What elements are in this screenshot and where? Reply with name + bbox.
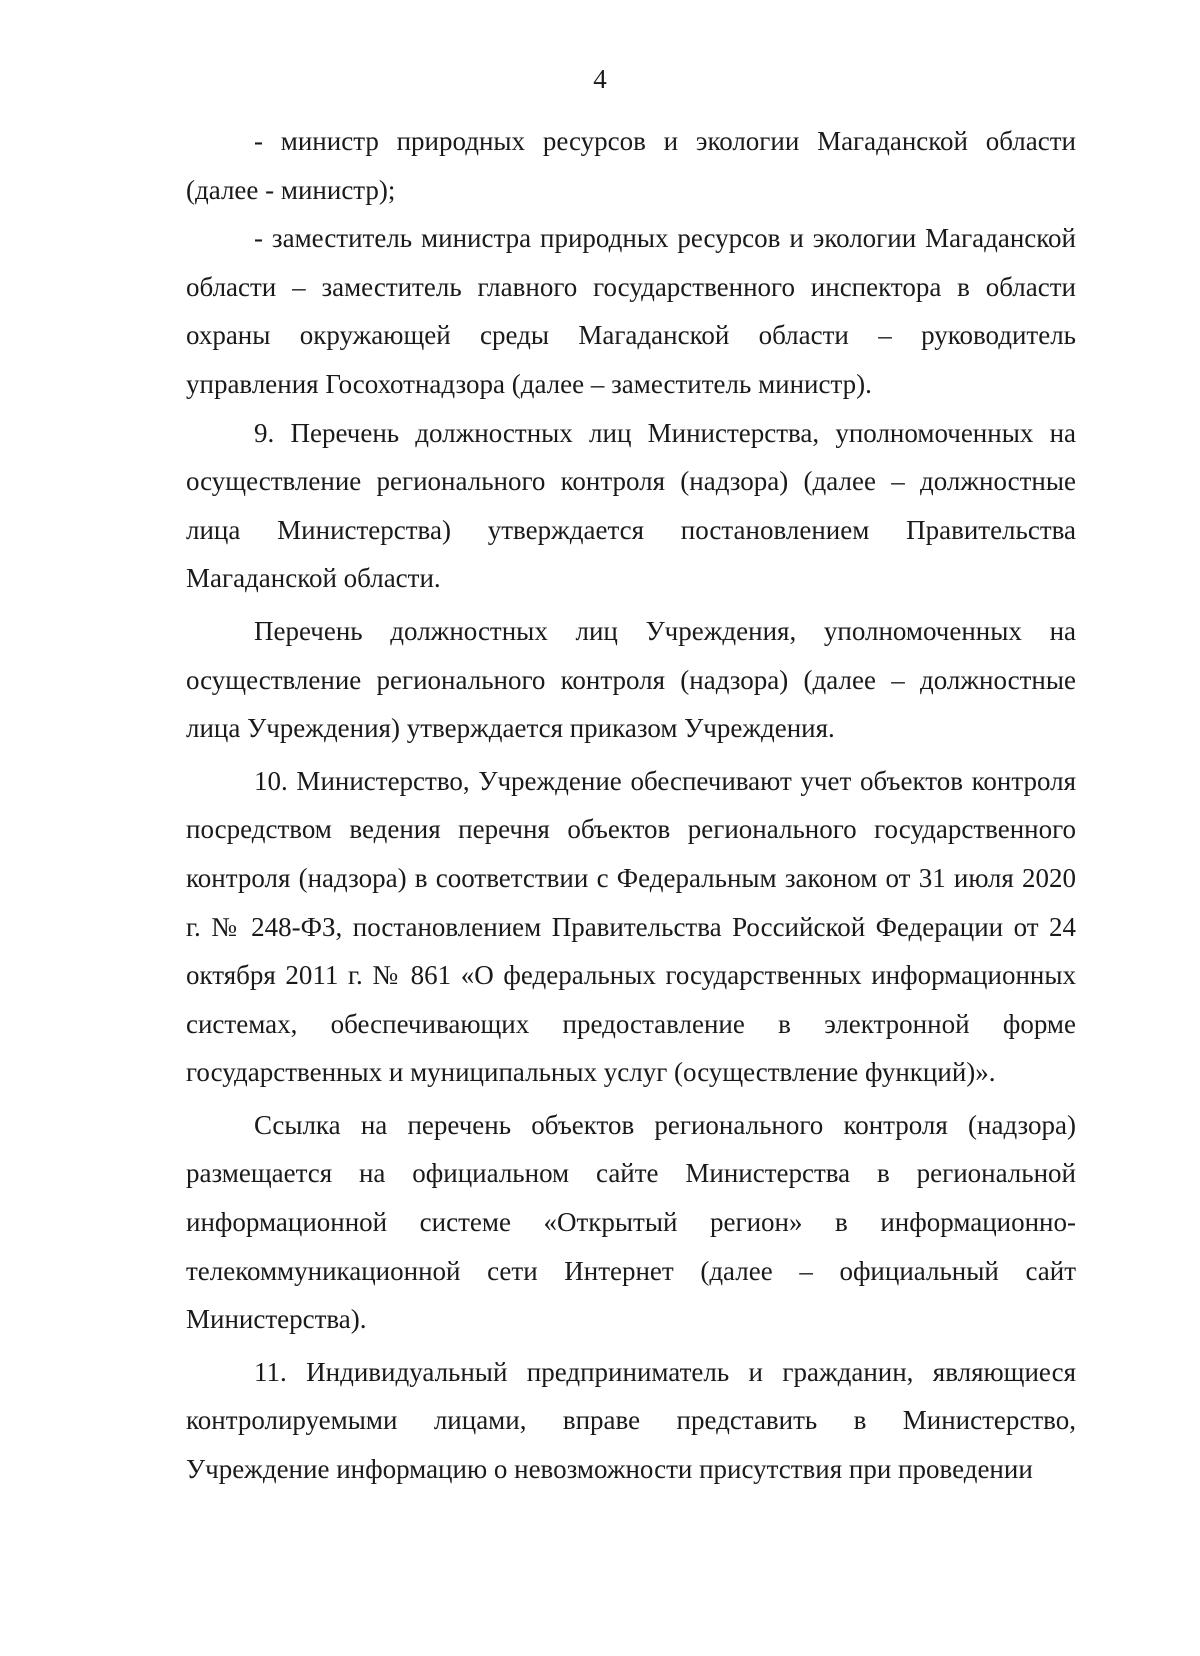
paragraph-item-9: 9. Перечень должностных лиц Министерства, уполномоченных на осуществление регионального контроля (надзора) (далее – должностные лица Министерства) утверждается постановлением Правительства Магаданской области. [186, 417, 1076, 594]
paragraph-institution-officials: Перечень должностных лиц Учреждения, уполномоченных на осуществление регионального контроля (надзора) (далее – должностные лица Учреждения) утверждается приказом Учреждения. [186, 615, 1076, 744]
page-number: 4 [593, 64, 607, 94]
paragraph-deputy-minister: - заместитель министра природных ресурсов и экологии Магаданской области – заместитель главного государственного инспектора в области охраны окружающей среды Магаданской области – руководитель управления Госохотнадзора (далее – заместитель министр). [186, 223, 1076, 399]
paragraph-objects-list-link: Ссылка на перечень объектов регионального контроля (надзора) размещается на официальном сайте Министерства в региональной информационной системе «Открытый регион» в информационно-телекоммуникационной сети Интернет (далее – официальный сайт Министерства). [186, 1109, 1076, 1335]
paragraph-item-10: 10. Министерство, Учреждение обеспечивают учет объектов контроля посредством ведения перечня объектов регионального государственного контроля (надзора) в соответствии с Федеральным законом от 31 июля 2020 г. № 248-ФЗ, постановлением Правительства Российской Федерации от 24 октября 2011 г. № 861 «О федеральных государственных информационных системах, обеспечивающих предоставление в электронной форме государственных и муниципальных услуг (осуществление функций)». [186, 765, 1076, 1088]
document-body [186, 117, 1076, 1494]
paragraph-minister: - министр природных ресурсов и экологии Магаданской области (далее - министр); [186, 126, 1076, 205]
paragraph-item-11: 11. Индивидуальный предприниматель и гражданин, являющиеся контролируемыми лицами, вправе представить в Министерство, Учреждение информацию о невозможности присутствия при проведении [186, 1356, 1076, 1485]
